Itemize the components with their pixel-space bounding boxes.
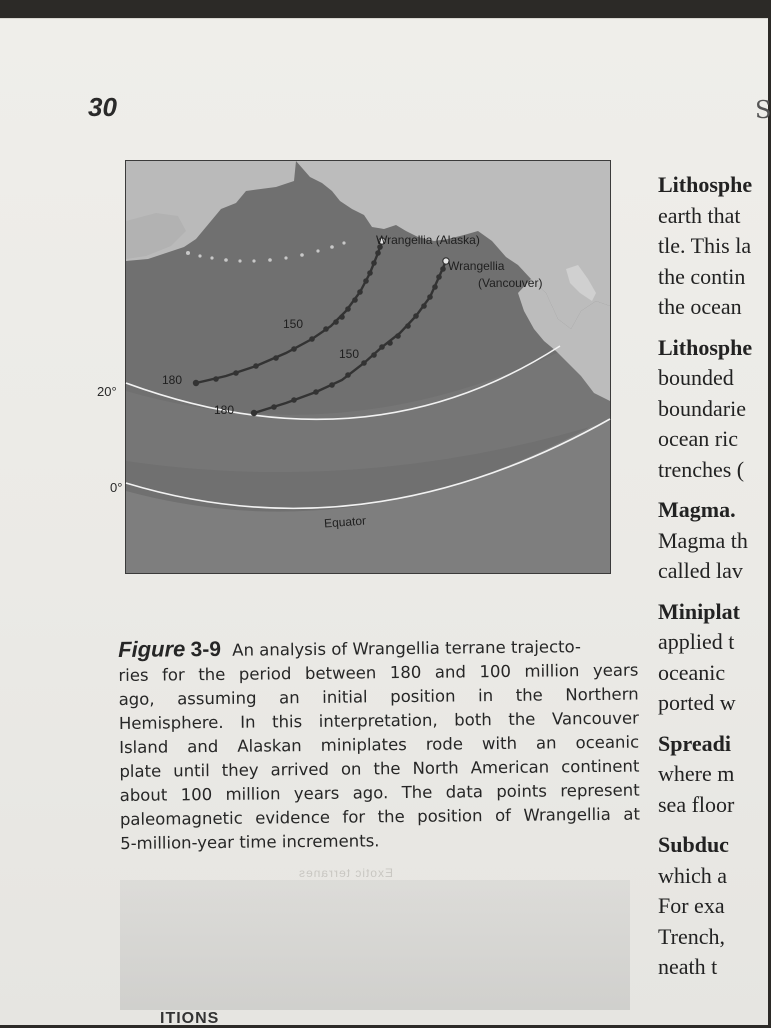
glossary-line: applied t: [658, 629, 735, 654]
glossary-entry: [658, 597, 768, 719]
glossary-term: Miniplat: [658, 598, 740, 624]
caption-figure-word: Figure: [117, 636, 186, 662]
glossary-line: ported w: [658, 690, 736, 715]
glossary-term: Lithosphe: [658, 172, 753, 197]
caption-text-line: about 100 million years ago. The data points represent: [119, 780, 640, 805]
caption-figure-number: 3-9: [190, 637, 222, 662]
label-equator: Equator: [323, 513, 367, 531]
glossary-line: Magma th: [658, 527, 748, 553]
label-alaska-180: 180: [162, 373, 183, 387]
bottom-section-heading: ITIONS: [160, 1010, 220, 1027]
glossary-term: Spreadi: [658, 730, 731, 756]
glossary-entry: [658, 830, 768, 983]
mirrored-show-through-text: Exotic terranes: [298, 866, 394, 880]
caption-text-line: An analysis of Wrangellia terrane trajecto-: [232, 637, 582, 660]
label-vancouver-150: 150: [339, 347, 360, 361]
wrangellia-map: [126, 161, 610, 573]
glossary-entry: [658, 729, 768, 821]
glossary-entry: [658, 333, 768, 486]
latitude-label-0: 0°: [110, 480, 123, 495]
glossary-term: Lithosphe: [658, 334, 753, 360]
latitude-label-20: 20°: [97, 384, 117, 399]
glossary-line: bounded: [658, 365, 734, 390]
label-vancouver-180: 180: [214, 403, 235, 417]
caption-text-line: Island and Alaskan miniplates rode with an oceanic: [119, 732, 640, 757]
glossary-line: Trench,: [658, 923, 726, 949]
glossary-line: earth that: [658, 202, 741, 228]
page-edge-letter: S: [755, 96, 771, 124]
glossary-line: tle. This la: [658, 233, 752, 258]
glossary-line: the contin: [658, 263, 746, 289]
glossary-line: oceanic: [658, 659, 726, 685]
glossary-line: where m: [658, 761, 735, 786]
caption-text-line: ago, assuming an initial position in the Northern: [118, 684, 639, 709]
wrangellia-map-figure: [125, 160, 611, 574]
show-through-figure: [120, 880, 630, 1010]
caption-text-line: ries for the period between 180 and 100 million years: [118, 660, 639, 685]
glossary-line: ocean ric: [658, 426, 738, 451]
glossary-line: trenches (: [658, 456, 745, 482]
caption-text-line: 5-million-year time increments.: [120, 831, 380, 853]
caption-text-line: Hemisphere. In this interpretation, both the Vancouver: [118, 708, 639, 733]
label-wrangellia-vancouver-line1: Wrangellia: [448, 259, 505, 273]
glossary-line: sea floor: [658, 791, 735, 817]
glossary-line: neath t: [658, 954, 718, 979]
label-wrangellia-vancouver-line2: (Vancouver): [478, 276, 543, 290]
caption-text-line: plate until they arrived on the North American continent: [119, 756, 640, 781]
page-number: 30: [88, 92, 117, 122]
glossary-line: the ocean: [658, 294, 742, 319]
label-alaska-150: 150: [283, 317, 304, 331]
glossary-entry: [658, 170, 768, 323]
glossary-line: For exa: [658, 893, 725, 918]
glossary-entry: [658, 495, 768, 587]
glossary-term: Subduc: [658, 832, 729, 857]
glossary-column: [658, 170, 768, 993]
figure-caption: [118, 633, 640, 856]
glossary-line: called lav: [658, 558, 743, 583]
glossary-line: which a: [658, 862, 728, 888]
glossary-term: Magma.: [658, 497, 736, 522]
label-wrangellia-alaska: Wrangellia (Alaska): [376, 233, 480, 247]
glossary-line: boundarie: [658, 395, 746, 421]
caption-text-line: paleomagnetic evidence for the position of Wrangellia at: [119, 804, 640, 829]
